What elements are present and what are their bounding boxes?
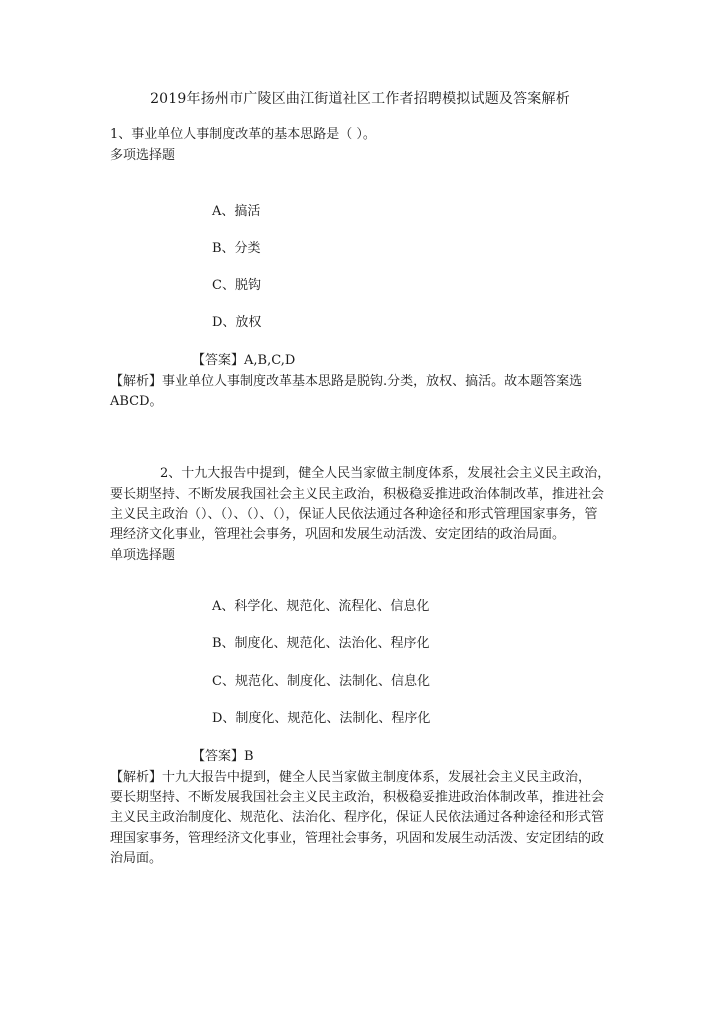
question-1-option-d: D、放权 (212, 315, 262, 330)
question-2-stem-line-3: 主义民主政治（）、（）、（）、（），保证人民依法通过各种途径和形式管理国家事务，管 (110, 507, 598, 522)
question-2-option-a: A、科学化、规范化、流程化、信息化 (212, 599, 430, 614)
document-title: 2019年扬州市广陵区曲江街道社区工作者招聘模拟试题及答案解析 (150, 91, 570, 107)
question-2-analysis-line-2: 要长期坚持、不断发展我国社会主义民主政治，积极稳妥推进政治体制改革，推进社会 (110, 790, 605, 805)
question-2-analysis-line-1: 【解析】十九大报告中提到，健全人民当家做主制度体系，发展社会主义民主政治， (110, 770, 592, 785)
question-2-analysis-line-4: 理国家事务，管理经济文化事业，管理社会事务，巩固和发展生动活泼、安定团结的政 (110, 831, 605, 846)
question-1-answer: 【答案】A,B,C,D (192, 353, 296, 368)
question-2-type: 单项选择题 (110, 548, 176, 563)
question-2-stem-line-4: 理经济文化事业，管理社会事务，巩固和发展生动活泼、安定团结的政治局面。 (110, 527, 566, 542)
question-1-analysis-line-2: ABCD。 (110, 394, 163, 409)
question-2-analysis-line-3: 主义民主政治制度化、规范化、法治化、程序化，保证人民依法通过各种途径和形式管 (110, 810, 605, 825)
question-2-option-c: C、规范化、制度化、法制化、信息化 (212, 674, 430, 689)
question-1-analysis-line-1: 【解析】事业单位人事制度改革基本思路是脱钩.分类，放权、搞活。故本题答案选 (110, 374, 583, 389)
question-2-answer: 【答案】B (192, 749, 254, 764)
question-1-stem: 1、事业单位人事制度改革的基本思路是（ ）。 (110, 127, 376, 142)
question-2-stem-line-2: 要长期坚持、不断发展我国社会主义民主政治，积极稳妥推进政治体制改革，推进社会 (110, 487, 605, 502)
question-1-option-c: C、脱钩 (212, 278, 261, 293)
question-2-analysis-line-5: 治局面。 (110, 851, 163, 866)
question-1-type: 多项选择题 (110, 148, 176, 163)
question-2-stem-line-1: 2、十九大报告中提到，健全人民当家做主制度体系，发展社会主义民主政治， (160, 466, 611, 481)
question-1-option-a: A、搞活 (212, 204, 261, 219)
question-1-option-b: B、分类 (212, 241, 261, 256)
question-2-option-d: D、制度化、规范化、法制化、程序化 (212, 711, 431, 726)
question-2-option-b: B、制度化、规范化、法治化、程序化 (212, 636, 430, 651)
